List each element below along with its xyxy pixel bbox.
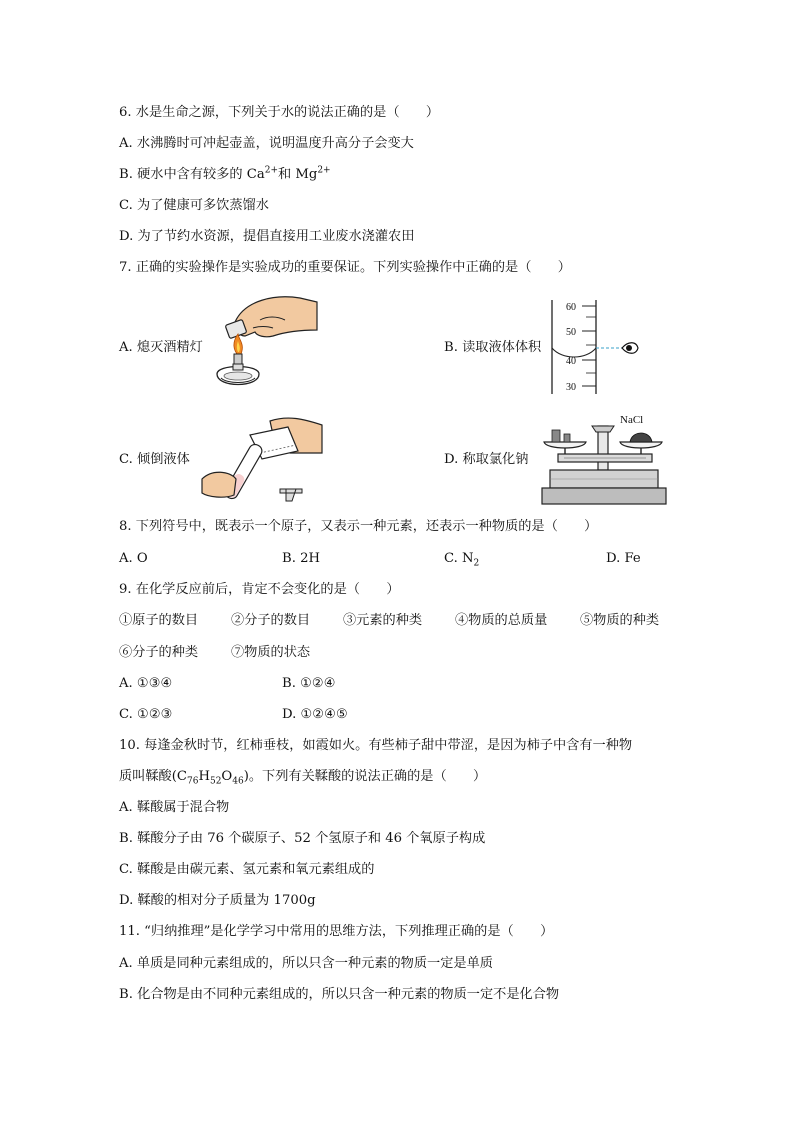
q7-option-c: C. 倾倒液体 — [119, 452, 190, 467]
q7-option-d: D. 称取氯化钠 — [444, 452, 529, 467]
q11-option-a: A. 单质是同种元素组成的，所以只含一种元素的物质一定是单质 — [119, 956, 493, 971]
q7-stem: 7. 正确的实验操作是实验成功的重要保证。下列实验操作中正确的是（ ） — [119, 260, 571, 275]
cylinder-tick-40: 40 — [566, 356, 576, 367]
q7-option-a: A. 熄灭酒精灯 — [119, 340, 203, 355]
q9-item-1: ①原子的数目 — [119, 613, 199, 628]
q9-item-3: ③元素的种类 — [343, 613, 423, 628]
q10-symbol-h: H — [198, 769, 210, 784]
q6-option-c: C. 为了健康可多饮蒸馏水 — [119, 198, 269, 213]
q9-item-2: ②分子的数目 — [231, 613, 311, 628]
q6-option-b — [119, 166, 331, 184]
q10-symbol-o: O — [221, 769, 233, 784]
q8-option-a: A. O — [119, 551, 148, 566]
q9-item-7: ⑦物质的状态 — [231, 645, 311, 660]
q11-stem: 11. “归纳推理”是化学学习中常用的思维方法，下列推理正确的是（ ） — [119, 924, 554, 939]
q8-option-d: D. Fe — [606, 551, 641, 566]
q8-c-text: C. N — [444, 551, 474, 566]
measuring-cylinder-illustration — [540, 298, 650, 396]
q9-option-d: D. ①②④⑤ — [282, 707, 348, 722]
q9-item-5: ⑤物质的种类 — [580, 613, 660, 628]
cylinder-tick-50: 50 — [566, 327, 576, 338]
q10-stem-line2 — [119, 768, 486, 786]
pouring-liquid-illustration — [200, 413, 325, 513]
q10-stem-prefix: 质叫鞣酸(C — [119, 769, 187, 784]
q7-option-b: B. 读取液体体积 — [444, 340, 542, 355]
q10-option-b: B. 鞣酸分子由 76 个碳原子、52 个氢原子和 46 个氧原子构成 — [119, 831, 486, 846]
balance-nacl-label: NaCl — [620, 414, 644, 426]
q6-b-text: B. 硬水中含有较多的 Ca — [119, 167, 265, 182]
q6-option-d: D. 为了节约水资源，提倡直接用工业废水浇灌农田 — [119, 229, 415, 244]
eye-icon — [622, 343, 638, 354]
q6-b-mg-charge: 2+ — [317, 165, 331, 176]
q8-option-c — [444, 550, 479, 568]
q10-sub-o: 46 — [232, 776, 244, 787]
q10-option-d: D. 鞣酸的相对分子质量为 1700g — [119, 893, 316, 908]
q8-stem: 8. 下列符号中，既表示一个原子，又表示一种元素，还表示一种物质的是（ ） — [119, 519, 598, 534]
q10-stem-line1: 10. 每逢金秋时节，红柿垂枝，如霞如火。有些柿子甜中带涩，是因为柿子中含有一种物 — [119, 738, 633, 753]
q6-stem: 6. 水是生命之源，下列关于水的说法正确的是（ ） — [119, 105, 440, 120]
q9-item-4: ④物质的总质量 — [455, 613, 548, 628]
q6-option-a: A. 水沸腾时可冲起壶盖，说明温度升高分子会变大 — [119, 136, 414, 151]
q8-option-b: B. 2H — [282, 551, 320, 566]
q11-option-b: B. 化合物是由不同种元素组成的，所以只含一种元素的物质一定不是化合物 — [119, 987, 560, 1002]
q8-c-subscript: 2 — [473, 558, 480, 569]
cylinder-tick-60: 60 — [566, 302, 576, 313]
balance-scale-illustration — [540, 408, 670, 510]
q9-option-c: C. ①②③ — [119, 707, 173, 722]
q9-item-6: ⑥分子的种类 — [119, 645, 199, 660]
q9-option-a: A. ①③④ — [119, 676, 173, 691]
q9-option-b: B. ①②④ — [282, 676, 336, 691]
alcohol-lamp-illustration — [205, 292, 320, 402]
q10-option-c: C. 鞣酸是由碳元素、氢元素和氧元素组成的 — [119, 862, 375, 877]
q6-b-text-mid: 和 Mg — [278, 167, 318, 182]
q10-stem-suffix: )。下列有关鞣酸的说法正确的是（ ） — [243, 769, 487, 784]
q9-stem: 9. 在化学反应前后，肯定不会变化的是（ ） — [119, 582, 400, 597]
q10-sub-h: 52 — [209, 776, 222, 787]
q10-option-a: A. 鞣酸属于混合物 — [119, 800, 230, 815]
q10-sub-c: 76 — [187, 776, 199, 787]
cylinder-tick-30: 30 — [566, 382, 576, 393]
q6-b-ca-charge: 2+ — [264, 165, 278, 176]
